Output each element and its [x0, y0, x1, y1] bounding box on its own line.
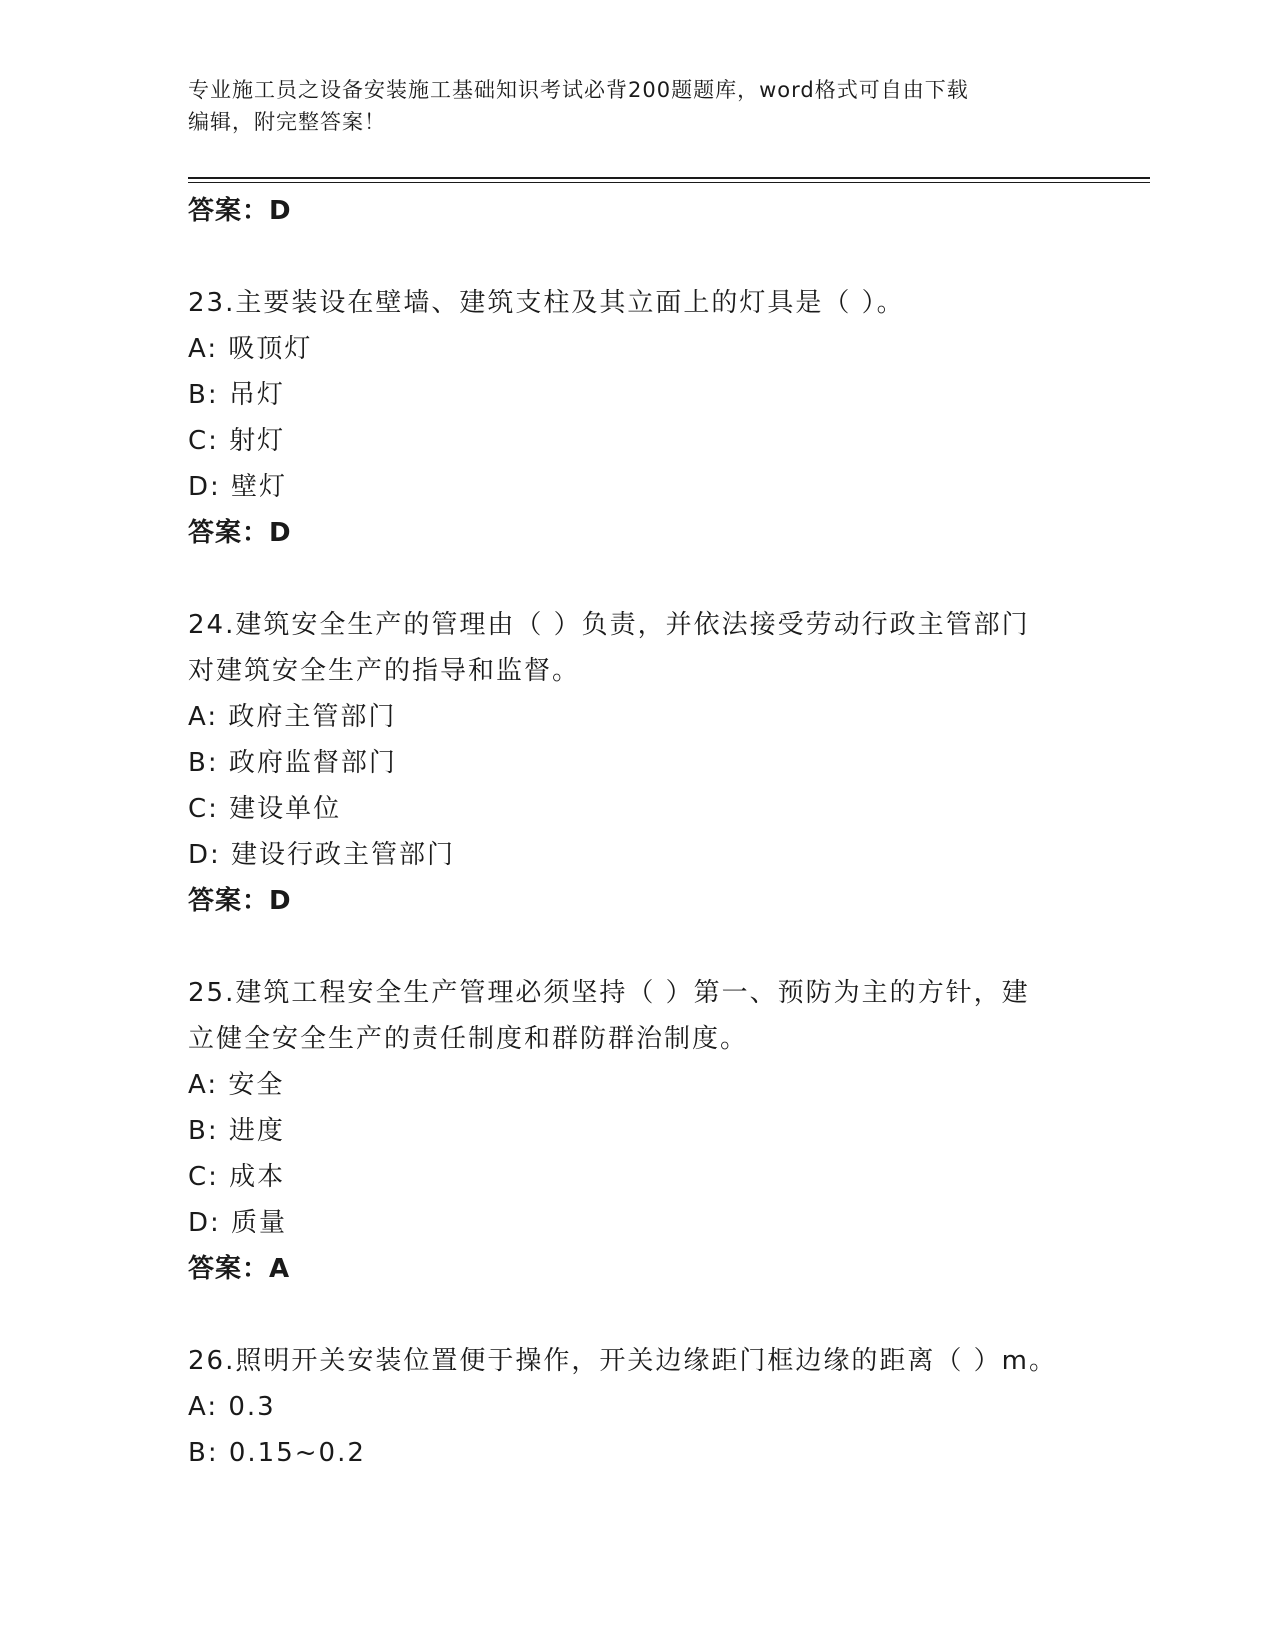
option-d: D: 质量	[188, 1208, 288, 1238]
header-rule-thin	[188, 182, 1150, 183]
answer: 答案：A	[188, 1254, 291, 1284]
question-stem-line-2: 对建筑安全生产的指导和监督。	[188, 656, 581, 686]
option-b: B: 吊灯	[188, 380, 285, 410]
option-c: C: 射灯	[188, 426, 286, 456]
option-d: D: 建设行政主管部门	[188, 840, 456, 870]
answer: 答案：D	[188, 518, 292, 548]
question-stem-line-1: 25.建筑工程安全生产管理必须坚持（ ）第一、预防为主的方针，建	[188, 978, 1030, 1008]
option-b: B: 进度	[188, 1116, 285, 1146]
question-24	[188, 602, 1068, 924]
option-b: B: 0.15~0.2	[188, 1438, 366, 1468]
option-c: C: 建设单位	[188, 794, 342, 824]
question-25	[188, 970, 1068, 1292]
answer-previous: 答案：D	[188, 196, 292, 226]
document-header	[188, 74, 1068, 138]
question-stem: 23.主要装设在壁墙、建筑支柱及其立面上的灯具是（ ）。	[188, 288, 905, 318]
option-a: A: 安全	[188, 1070, 285, 1100]
option-a: A: 政府主管部门	[188, 702, 397, 732]
question-stem-line-1: 24.建筑安全生产的管理由（ ）负责，并依法接受劳动行政主管部门	[188, 610, 1030, 640]
question-stem-line-2: 立健全安全生产的责任制度和群防群治制度。	[188, 1024, 749, 1054]
option-c: C: 成本	[188, 1162, 286, 1192]
answer: 答案：D	[188, 886, 292, 916]
spacer	[188, 556, 1068, 602]
header-line-2: 编辑，附完整答案！	[188, 110, 386, 134]
question-26	[188, 1338, 1068, 1476]
spacer	[188, 924, 1068, 970]
option-a: A: 吸顶灯	[188, 334, 313, 364]
option-d: D: 壁灯	[188, 472, 288, 502]
question-stem: 26.照明开关安装位置便于操作，开关边缘距门框边缘的距离（ ）m。	[188, 1346, 1057, 1376]
question-23	[188, 280, 1068, 556]
option-a: A: 0.3	[188, 1392, 276, 1422]
spacer	[188, 1292, 1068, 1338]
header-rule-thick	[188, 177, 1150, 179]
option-b: B: 政府监督部门	[188, 748, 397, 778]
header-line-1: 专业施工员之设备安装施工基础知识考试必背200题题库，word格式可自由下载	[188, 78, 969, 102]
document-body	[188, 188, 1068, 1476]
spacer	[188, 234, 1068, 280]
